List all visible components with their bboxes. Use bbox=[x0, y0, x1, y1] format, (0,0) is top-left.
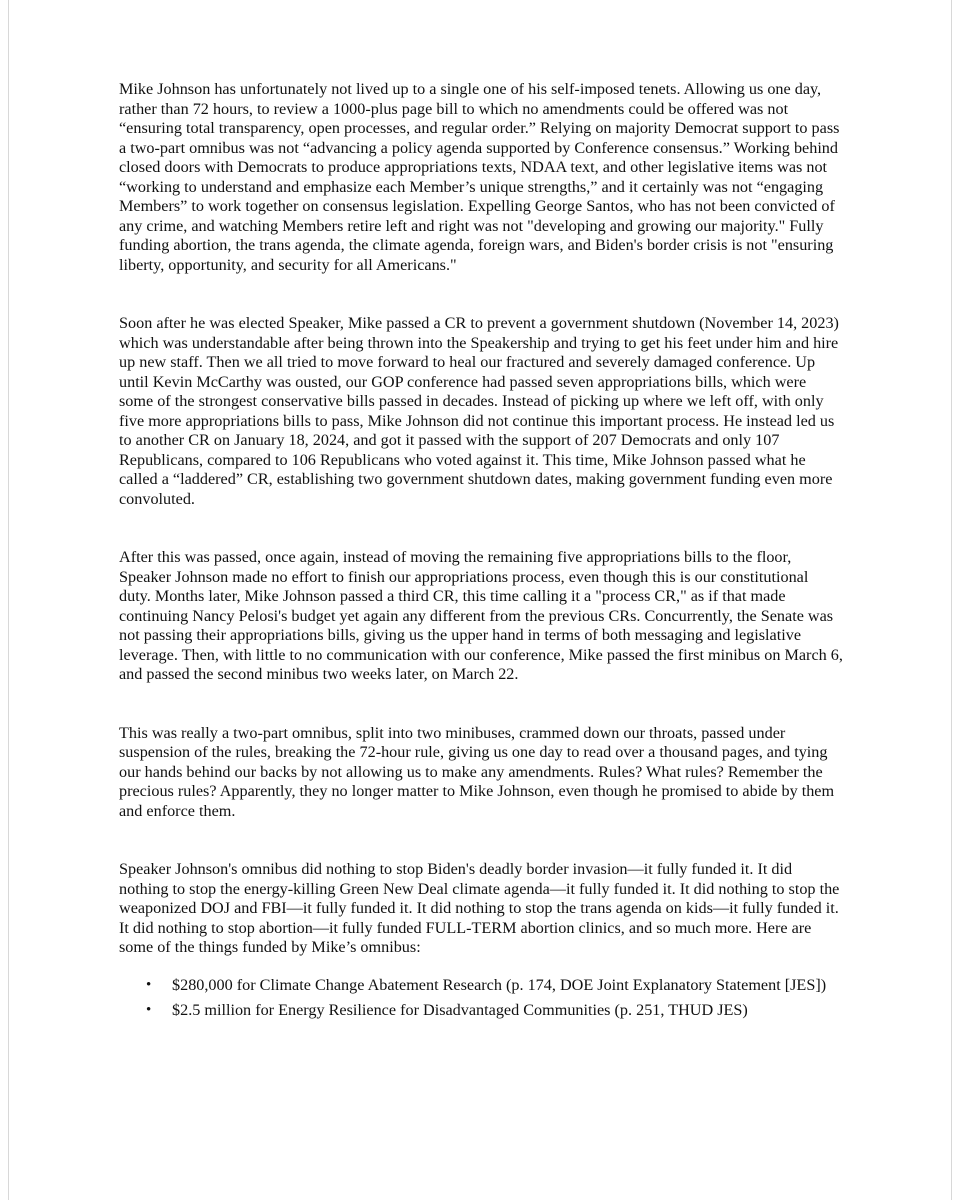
paragraph-tenets: Mike Johnson has unfortunately not lived up to a single one of his self-imposed tenets. Allowing us one day, rather than 72 hours, to review a 1000-plus page bill to which no amendments could be offered was not “ensuring total transparency, open processes, and regular order.” Relying on majority Democrat support to pass a two-part omnibus was not “advancing a policy agenda supported by Conference consensus.” Working behind closed doors with Democrats to produce appropriations texts, NDAA text, and other legislative items was not “working to understand and emphasize each Member’s unique strengths,” and it certainly was not “engaging Members” to work together on consensus legislation. Expelling George Santos, who has not been convicted of any crime, and watching Members retire left and right was not "developing and growing our majority." Fully funding abortion, the trans agenda, the climate agenda, foreign wars, and Biden's border crisis is not "ensuring liberty, opportunity, and security for all Americans." bbox=[119, 80, 840, 274]
paragraph-omnibus-funding: Speaker Johnson's omnibus did nothing to stop Biden's deadly border invasion—it fully funded it. It did nothing to stop the energy-killing Green New Deal climate agenda—it fully funded it. It did nothing to stop the weaponized DOJ and FBI—it fully funded it. It did nothing to stop the trans agenda on kids—it fully funded it. It did nothing to stop abortion—it fully funded FULL-TERM abortion clinics, and so much more. Here are some of the things funded by Mike’s omnibus: bbox=[119, 860, 840, 956]
paragraph-first-cr: Soon after he was elected Speaker, Mike passed a CR to prevent a government shutdown (November 14, 2023) which was understandable after being thrown into the Speakership and trying to get his feet under him and hire up new staff. Then we all tried to move forward to heal our fractured and severely damaged conference. Up until Kevin McCarthy was ousted, our GOP conference had passed seven appropriations bills, which were some of the strongest conservative bills passed in decades. Instead of picking up where we left off, with only five more appropriations bills to pass, Mike Johnson did not continue this important process. He instead led us to another CR on January 18, 2024, and got it passed with the support of 207 Democrats and only 107 Republicans, compared to 106 Republicans who voted against it. This time, Mike Johnson passed what he called a “laddered” CR, establishing two government shutdown dates, making government funding even more convoluted. bbox=[119, 314, 839, 508]
list-item: • $280,000 for Climate Change Abatement Research (p. 174, DOE Joint Explanatory Statement [JES]) bbox=[119, 976, 844, 996]
document-page bbox=[8, 0, 952, 1200]
list-item: • $2.5 million for Energy Resilience for Disadvantaged Communities (p. 251, THUD JES) bbox=[119, 1001, 844, 1021]
funded-items-list bbox=[119, 976, 844, 1021]
paragraph-third-cr: After this was passed, once again, instead of moving the remaining five appropriations bills to the floor, Speaker Johnson made no effort to finish our appropriations process, even though this is our constitutional duty. Months later, Mike Johnson passed a third CR, this time calling it a "process CR," as if that made continuing Nancy Pelosi's budget yet again any different from the previous CRs. Concurrently, the Senate was not passing their appropriations bills, giving us the upper hand in terms of both messaging and legislative leverage. Then, with little to no communication with our conference, Mike passed the first minibus on March 6, and passed the second minibus two weeks later, on March 22. bbox=[119, 548, 843, 683]
paragraph-two-part-omnibus: This was really a two-part omnibus, split into two minibuses, crammed down our throats, passed under suspension of the rules, breaking the 72-hour rule, giving us one day to read over a thousand pages, and tying our hands behind our backs by not allowing us to make any amendments. Rules? What rules? Remember the precious rules? Apparently, they no longer matter to Mike Johnson, even though he promised to abide by them and enforce them. bbox=[119, 723, 835, 820]
document-body bbox=[119, 80, 844, 1027]
